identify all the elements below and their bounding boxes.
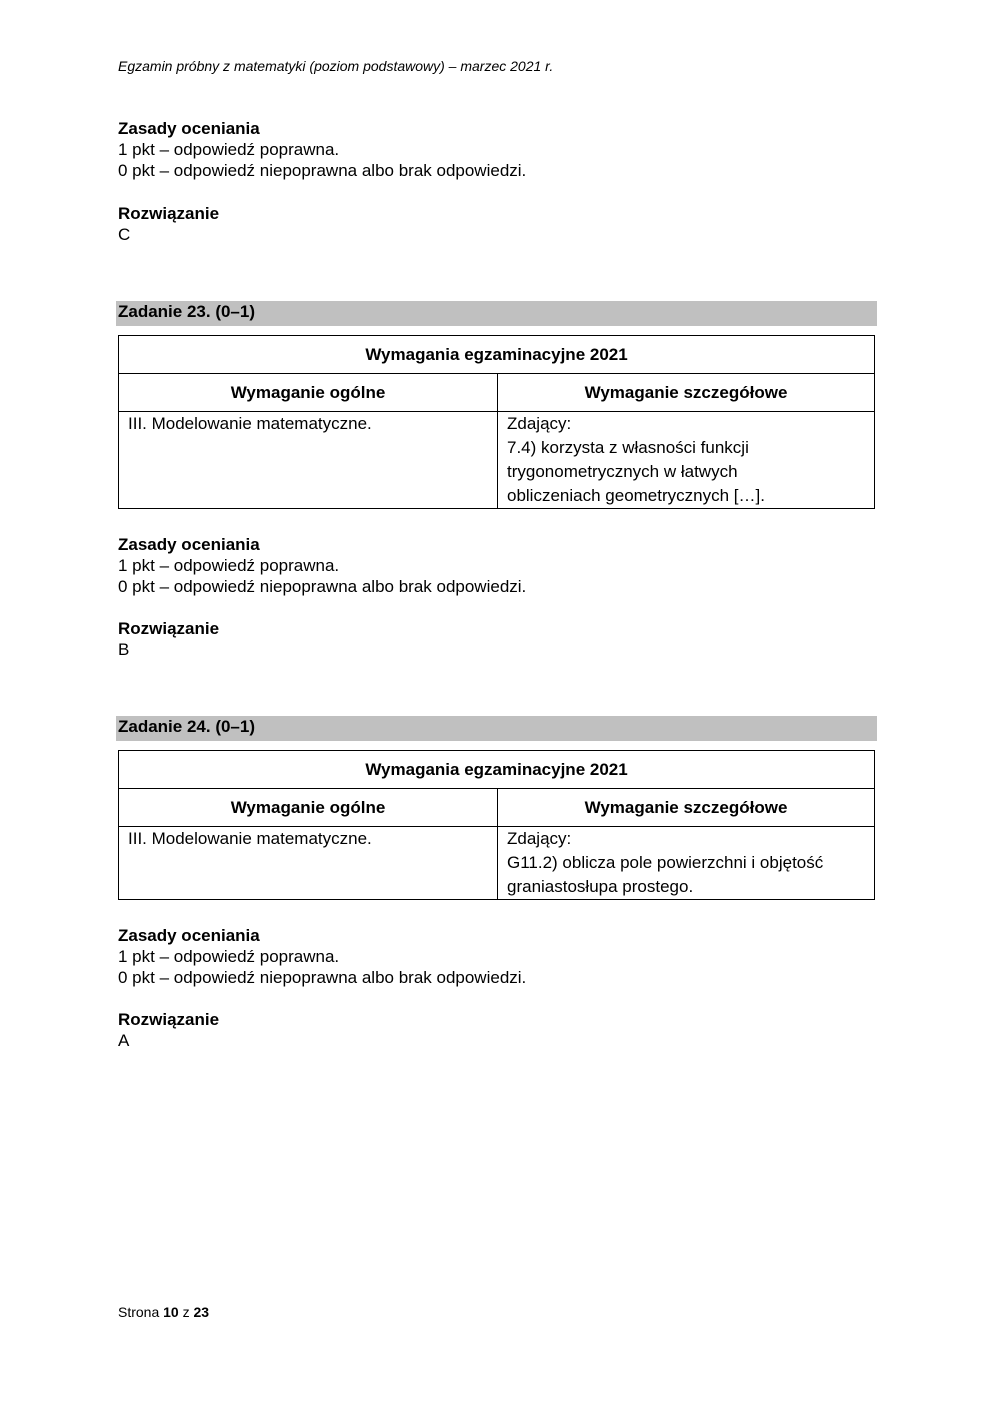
general-requirement-text: III. Modelowanie matematyczne. (128, 414, 372, 433)
solution-title: Rozwiązanie (118, 1010, 220, 1029)
task-title-23: Zadanie 23. (0–1) (116, 301, 877, 326)
detailed-line: G11.2) oblicza pole powierzchni i objętość (507, 853, 824, 872)
solution-answer: C (118, 225, 131, 244)
column-header-general: Wymaganie ogólne (119, 789, 498, 827)
footer-prefix: Strona (118, 1304, 160, 1320)
column-header-detailed: Wymaganie szczegółowe (498, 789, 875, 827)
requirements-table-24 (118, 750, 875, 900)
detailed-line: graniastosłupa prostego. (507, 877, 694, 896)
detailed-requirement (498, 412, 875, 509)
scoring-rules-24 (118, 925, 876, 988)
scoring-line: 0 pkt – odpowiedź niepoprawna albo brak odpowiedzi. (118, 968, 527, 987)
page-footer (118, 1304, 209, 1320)
scoring-title: Zasady oceniania (118, 926, 260, 945)
solution-answer: B (118, 640, 130, 659)
column-header-detailed: Wymaganie szczegółowe (498, 374, 875, 412)
scoring-line: 1 pkt – odpowiedź poprawna. (118, 556, 340, 575)
solution-answer: A (118, 1031, 130, 1050)
solution-24 (118, 1009, 876, 1051)
detailed-line: obliczeniach geometrycznych […]. (507, 486, 765, 505)
requirements-table-23 (118, 335, 875, 509)
scoring-rules-23 (118, 534, 876, 597)
scoring-line: 0 pkt – odpowiedź niepoprawna albo brak odpowiedzi. (118, 577, 527, 596)
footer-separator: z (182, 1304, 190, 1320)
scoring-title: Zasady oceniania (118, 535, 260, 554)
detailed-line: Zdający: (507, 829, 572, 848)
scoring-line: 0 pkt – odpowiedź niepoprawna albo brak odpowiedzi. (118, 161, 527, 180)
scoring-rules-22 (118, 118, 876, 181)
solution-23 (118, 618, 876, 660)
solution-title: Rozwiązanie (118, 619, 220, 638)
detailed-requirement (498, 827, 875, 900)
table-title: Wymagania egzaminacyjne 2021 (119, 751, 875, 789)
general-requirement (119, 412, 498, 509)
detailed-line: trygonometrycznych w łatwych (507, 462, 738, 481)
general-requirement-text: III. Modelowanie matematyczne. (128, 829, 372, 848)
solution-title: Rozwiązanie (118, 204, 220, 223)
footer-total-pages: 23 (193, 1304, 210, 1320)
scoring-line: 1 pkt – odpowiedź poprawna. (118, 140, 340, 159)
scoring-title: Zasady oceniania (118, 119, 260, 138)
detailed-line: Zdający: (507, 414, 572, 433)
table-title: Wymagania egzaminacyjne 2021 (119, 336, 875, 374)
detailed-line: 7.4) korzysta z własności funkcji (507, 438, 749, 457)
general-requirement (119, 827, 498, 900)
column-header-general: Wymaganie ogólne (119, 374, 498, 412)
solution-22 (118, 203, 876, 245)
running-header: Egzamin próbny z matematyki (poziom podstawowy) – marzec 2021 r. (118, 58, 554, 74)
footer-page-number: 10 (163, 1304, 179, 1320)
task-title-24: Zadanie 24. (0–1) (116, 716, 877, 741)
scoring-line: 1 pkt – odpowiedź poprawna. (118, 947, 340, 966)
